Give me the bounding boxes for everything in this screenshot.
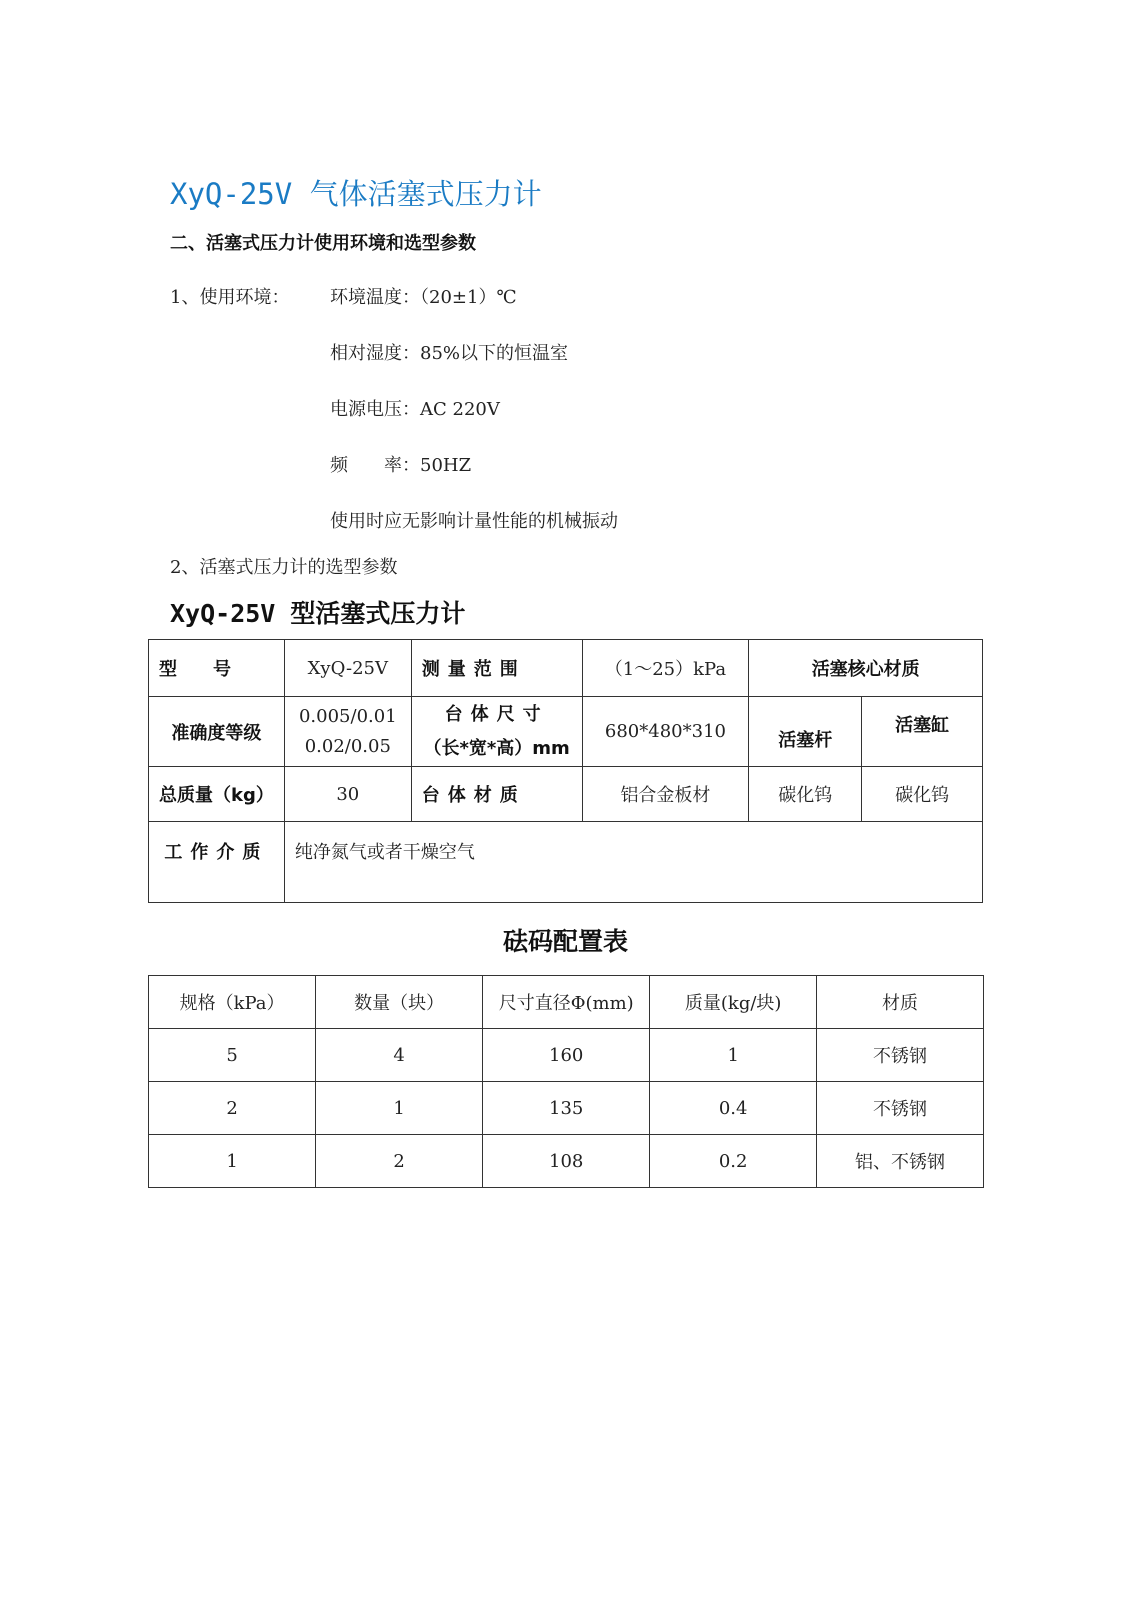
cell-spec: 1	[149, 1135, 316, 1188]
accuracy-value	[284, 697, 411, 767]
header-mass: 质量(kg/块)	[650, 976, 817, 1029]
body-material-value: 铝合金板材	[582, 767, 749, 822]
weights-table	[148, 975, 984, 1188]
environment-voltage: 电源电压：AC 220V	[330, 399, 500, 420]
model-label: 型 号	[149, 640, 285, 697]
cell-mass: 0.4	[650, 1082, 817, 1135]
piston-cylinder-label: 活塞缸	[862, 697, 983, 767]
spec-row-medium	[149, 822, 983, 903]
accuracy-value-line-1: 0.005/0.01	[298, 705, 397, 727]
cell-spec: 5	[149, 1029, 316, 1082]
spec-row-accuracy	[149, 697, 983, 767]
cell-quantity: 2	[316, 1135, 483, 1188]
piston-rod-material: 碳化钨	[749, 767, 862, 822]
environment-temperature: 环境温度：（20±1）℃	[330, 287, 517, 308]
accuracy-value-line-2: 0.02/0.05	[304, 735, 391, 757]
selection-heading: 2、活塞式压力计的选型参数	[170, 557, 398, 578]
cell-material: 铝、不锈钢	[817, 1135, 984, 1188]
cell-quantity: 4	[316, 1029, 483, 1082]
range-value: （1～25）kPa	[582, 640, 749, 697]
cell-mass: 0.2	[650, 1135, 817, 1188]
medium-value: 纯净氮气或者干燥空气	[284, 822, 982, 903]
table-row	[149, 1082, 984, 1135]
body-material-label: 台体材质	[411, 767, 582, 822]
cell-diameter: 160	[483, 1029, 650, 1082]
section-heading: 二、活塞式压力计使用环境和选型参数	[170, 233, 476, 254]
size-label-line-1: 台体尺寸	[444, 703, 549, 725]
header-spec: 规格（kPa）	[149, 976, 316, 1029]
piston-rod-label: 活塞杆	[749, 697, 862, 767]
spec-table	[148, 639, 983, 903]
environment-vibration-note: 使用时应无影响计量性能的机械振动	[330, 511, 618, 532]
cell-material: 不锈钢	[817, 1082, 984, 1135]
core-material-label: 活塞核心材质	[749, 640, 983, 697]
weights-header-row	[149, 976, 984, 1029]
header-diameter: 尺寸直径Φ(mm)	[483, 976, 650, 1029]
header-material: 材质	[817, 976, 984, 1029]
spec-row-mass	[149, 767, 983, 822]
accuracy-label: 准确度等级	[149, 697, 285, 767]
cell-material: 不锈钢	[817, 1029, 984, 1082]
size-label-line-2: （长*宽*高）mm	[423, 737, 570, 759]
cell-diameter: 135	[483, 1082, 650, 1135]
range-label: 测量范围	[411, 640, 582, 697]
environment-label: 1、使用环境：	[170, 287, 290, 308]
cell-quantity: 1	[316, 1082, 483, 1135]
weights-table-title: 砝码配置表	[502, 927, 628, 956]
cell-spec: 2	[149, 1082, 316, 1135]
spec-row-model	[149, 640, 983, 697]
piston-cylinder-material: 碳化钨	[862, 767, 983, 822]
mass-label: 总质量（kg）	[149, 767, 285, 822]
cell-mass: 1	[650, 1029, 817, 1082]
document-title: XyQ-25V 气体活塞式压力计	[170, 177, 542, 211]
mass-value: 30	[284, 767, 411, 822]
environment-humidity: 相对湿度：85%以下的恒温室	[330, 343, 569, 364]
size-value: 680*480*310	[582, 697, 749, 767]
spec-table-title: XyQ-25V 型活塞式压力计	[170, 599, 466, 628]
table-row	[149, 1135, 984, 1188]
model-value: XyQ-25V	[284, 640, 411, 697]
environment-frequency: 频 率：50HZ	[330, 455, 472, 476]
cell-diameter: 108	[483, 1135, 650, 1188]
medium-label: 工作介质	[149, 822, 285, 903]
header-quantity: 数量（块）	[316, 976, 483, 1029]
size-label	[411, 697, 582, 767]
table-row	[149, 1029, 984, 1082]
